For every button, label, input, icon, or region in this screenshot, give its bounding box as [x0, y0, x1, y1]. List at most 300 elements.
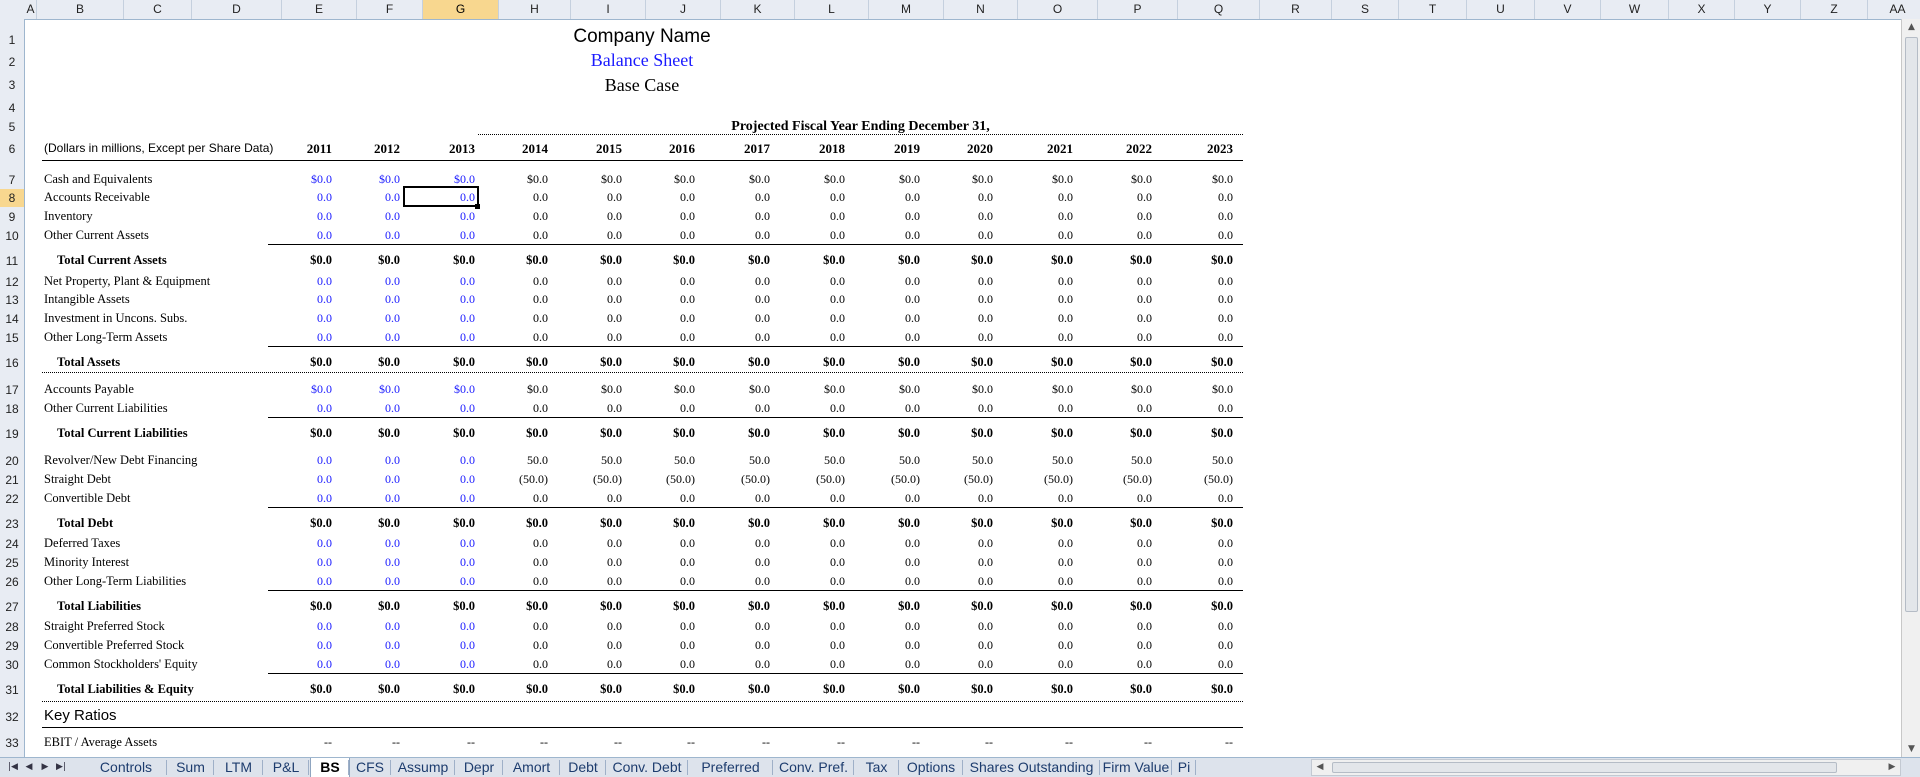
row-header-32[interactable]: 32 [0, 705, 25, 729]
cell-29-2019[interactable]: 0.0 [905, 638, 920, 652]
cell-8-2019[interactable]: 0.0 [905, 190, 920, 204]
cell-19-2021[interactable]: $0.0 [1051, 426, 1073, 440]
cell-26-2022[interactable]: 0.0 [1137, 574, 1152, 588]
cell-33-2011[interactable]: -- [324, 735, 332, 749]
cell-16-2018[interactable]: $0.0 [823, 355, 845, 369]
cell-24-2019[interactable]: 0.0 [905, 536, 920, 550]
cell-28-2023[interactable]: 0.0 [1218, 619, 1233, 633]
cell-7-2021[interactable]: $0.0 [1052, 172, 1073, 186]
row-label-25[interactable]: Minority Interest [44, 555, 130, 569]
projected-label[interactable]: Projected Fiscal Year Ending December 31, [731, 119, 990, 134]
cell-24-2014[interactable]: 0.0 [533, 536, 548, 550]
cell-22-2022[interactable]: 0.0 [1137, 491, 1152, 505]
cell-22-2014[interactable]: 0.0 [533, 491, 548, 505]
cell-10-2014[interactable]: 0.0 [533, 228, 548, 242]
cell-14-2013[interactable]: 0.0 [460, 311, 475, 325]
cell-13-2020[interactable]: 0.0 [978, 292, 993, 306]
cell-23-2019[interactable]: $0.0 [898, 516, 920, 530]
cell-23-2020[interactable]: $0.0 [971, 516, 993, 530]
sheet-tab-sum[interactable]: Sum [176, 759, 205, 775]
cell-30-2012[interactable]: 0.0 [385, 657, 400, 671]
cell-9-2015[interactable]: 0.0 [607, 209, 622, 223]
row-header-2[interactable]: 2 [0, 50, 25, 74]
cell-17-2011[interactable]: $0.0 [311, 382, 332, 396]
cell-19-2023[interactable]: $0.0 [1211, 426, 1233, 440]
scroll-left-icon[interactable]: ◀ [1316, 762, 1324, 772]
cell-13-2011[interactable]: 0.0 [317, 292, 332, 306]
cell-13-2022[interactable]: 0.0 [1137, 292, 1152, 306]
cell-9-2011[interactable]: 0.0 [317, 209, 332, 223]
cell-14-2022[interactable]: 0.0 [1137, 311, 1152, 325]
cell-27-2011[interactable]: $0.0 [310, 599, 332, 613]
row-header-23[interactable]: 23 [0, 509, 25, 539]
cell-17-2016[interactable]: $0.0 [674, 382, 695, 396]
cell-29-2013[interactable]: 0.0 [460, 638, 475, 652]
cell-29-2018[interactable]: 0.0 [830, 638, 845, 652]
cell-23-2014[interactable]: $0.0 [526, 516, 548, 530]
cell-31-2018[interactable]: $0.0 [823, 682, 845, 696]
cell-28-2012[interactable]: 0.0 [385, 619, 400, 633]
row-label-15[interactable]: Other Long-Term Assets [44, 330, 168, 344]
cell-24-2012[interactable]: 0.0 [385, 536, 400, 550]
cell-27-2021[interactable]: $0.0 [1051, 599, 1073, 613]
cell-11-2019[interactable]: $0.0 [898, 253, 920, 267]
cell-25-2019[interactable]: 0.0 [905, 555, 920, 569]
cell-11-2017[interactable]: $0.0 [748, 253, 770, 267]
cell-22-2021[interactable]: 0.0 [1058, 491, 1073, 505]
cell-24-2018[interactable]: 0.0 [830, 536, 845, 550]
cell-14-2015[interactable]: 0.0 [607, 311, 622, 325]
cell-18-2018[interactable]: 0.0 [830, 401, 845, 415]
cell-28-2020[interactable]: 0.0 [978, 619, 993, 633]
sheet-tab-shares-outstanding[interactable]: Shares Outstanding [969, 759, 1094, 775]
cell-24-2017[interactable]: 0.0 [755, 536, 770, 550]
sheet-tab-bs[interactable]: BS [310, 758, 350, 777]
year-header-2014[interactable]: 2014 [522, 141, 548, 156]
cell-21-2014[interactable]: (50.0) [519, 472, 548, 486]
cell-28-2011[interactable]: 0.0 [317, 619, 332, 633]
cell-29-2022[interactable]: 0.0 [1137, 638, 1152, 652]
row-header-33[interactable]: 33 [0, 732, 25, 754]
cell-28-2021[interactable]: 0.0 [1058, 619, 1073, 633]
cell-29-2015[interactable]: 0.0 [607, 638, 622, 652]
cell-17-2013[interactable]: $0.0 [454, 382, 475, 396]
cell-25-2022[interactable]: 0.0 [1137, 555, 1152, 569]
sheet-tab-tax[interactable]: Tax [865, 759, 888, 775]
cell-19-2013[interactable]: $0.0 [453, 426, 475, 440]
column-header-y[interactable]: Y [1735, 0, 1801, 19]
row-label-24[interactable]: Deferred Taxes [44, 536, 121, 550]
cell-17-2015[interactable]: $0.0 [601, 382, 622, 396]
cell-22-2023[interactable]: 0.0 [1218, 491, 1233, 505]
cell-10-2021[interactable]: 0.0 [1058, 228, 1073, 242]
cell-9-2021[interactable]: 0.0 [1058, 209, 1073, 223]
cell-10-2018[interactable]: 0.0 [830, 228, 845, 242]
cell-20-2013[interactable]: 0.0 [460, 453, 475, 467]
cell-29-2020[interactable]: 0.0 [978, 638, 993, 652]
row-header-1[interactable]: 1 [0, 28, 25, 52]
row-header-7[interactable]: 7 [0, 170, 25, 190]
cell-23-2022[interactable]: $0.0 [1130, 516, 1152, 530]
row-header-25[interactable]: 25 [0, 554, 25, 572]
sheet-tab-cfs[interactable]: CFS [356, 759, 384, 775]
row-header-24[interactable]: 24 [0, 534, 25, 554]
column-header-i[interactable]: I [571, 0, 646, 19]
row-header-16[interactable]: 16 [0, 348, 25, 378]
fill-handle[interactable] [475, 204, 480, 209]
cell-26-2023[interactable]: 0.0 [1218, 574, 1233, 588]
cell-27-2019[interactable]: $0.0 [898, 599, 920, 613]
column-header-h[interactable]: H [499, 0, 571, 19]
cell-25-2012[interactable]: 0.0 [385, 555, 400, 569]
cell-11-2013[interactable]: $0.0 [453, 253, 475, 267]
cell-13-2014[interactable]: 0.0 [533, 292, 548, 306]
row-header-11[interactable]: 11 [0, 246, 25, 276]
cell-11-2023[interactable]: $0.0 [1211, 253, 1233, 267]
row-label-26[interactable]: Other Long-Term Liabilities [44, 574, 187, 588]
column-header-l[interactable]: L [795, 0, 869, 19]
sheet-tab-ltm[interactable]: LTM [225, 759, 252, 775]
cell-14-2021[interactable]: 0.0 [1058, 311, 1073, 325]
cell-7-2014[interactable]: $0.0 [527, 172, 548, 186]
cell-15-2012[interactable]: 0.0 [385, 330, 400, 344]
cell-11-2016[interactable]: $0.0 [673, 253, 695, 267]
sheet-tab-conv-debt[interactable]: Conv. Debt [612, 759, 682, 775]
cell-14-2016[interactable]: 0.0 [680, 311, 695, 325]
cell-29-2011[interactable]: 0.0 [317, 638, 332, 652]
cell-23-2013[interactable]: $0.0 [453, 516, 475, 530]
cell-27-2015[interactable]: $0.0 [600, 599, 622, 613]
row-label-10[interactable]: Other Current Assets [44, 228, 149, 242]
cell-30-2017[interactable]: 0.0 [755, 657, 770, 671]
row-label-31[interactable]: Total Liabilities & Equity [57, 682, 194, 696]
cell-33-2016[interactable]: -- [687, 735, 695, 749]
cell-11-2011[interactable]: $0.0 [310, 253, 332, 267]
column-header-x[interactable]: X [1669, 0, 1735, 19]
cell-19-2011[interactable]: $0.0 [310, 426, 332, 440]
sheet-tab-p-l[interactable]: P&L [272, 759, 300, 775]
cell-15-2013[interactable]: 0.0 [460, 330, 475, 344]
cell-15-2022[interactable]: 0.0 [1137, 330, 1152, 344]
cell-15-2019[interactable]: 0.0 [905, 330, 920, 344]
cell-14-2018[interactable]: 0.0 [830, 311, 845, 325]
cell-33-2015[interactable]: -- [614, 735, 622, 749]
vertical-scroll-thumb[interactable] [1905, 37, 1918, 612]
cell-9-2020[interactable]: 0.0 [978, 209, 993, 223]
cell-26-2012[interactable]: 0.0 [385, 574, 400, 588]
scroll-right-icon[interactable]: ▶ [1888, 762, 1896, 772]
row-label-23[interactable]: Total Debt [57, 516, 114, 530]
cell-12-2021[interactable]: 0.0 [1058, 274, 1073, 288]
cell-25-2013[interactable]: 0.0 [460, 555, 475, 569]
sheet-tab-depr[interactable]: Depr [463, 759, 495, 775]
cell-25-2018[interactable]: 0.0 [830, 555, 845, 569]
cell-17-2018[interactable]: $0.0 [824, 382, 845, 396]
cell-10-2020[interactable]: 0.0 [978, 228, 993, 242]
cell-12-2020[interactable]: 0.0 [978, 274, 993, 288]
cell-20-2018[interactable]: 50.0 [824, 453, 845, 467]
cell-26-2011[interactable]: 0.0 [317, 574, 332, 588]
cell-9-2019[interactable]: 0.0 [905, 209, 920, 223]
cell-9-2023[interactable]: 0.0 [1218, 209, 1233, 223]
cell-23-2015[interactable]: $0.0 [600, 516, 622, 530]
cell-9-2016[interactable]: 0.0 [680, 209, 695, 223]
column-header-w[interactable]: W [1601, 0, 1669, 19]
row-header-13[interactable]: 13 [0, 290, 25, 310]
cell-21-2020[interactable]: (50.0) [964, 472, 993, 486]
cell-10-2022[interactable]: 0.0 [1137, 228, 1152, 242]
cell-20-2014[interactable]: 50.0 [527, 453, 548, 467]
cell-31-2014[interactable]: $0.0 [526, 682, 548, 696]
cell-33-2017[interactable]: -- [762, 735, 770, 749]
cell-23-2012[interactable]: $0.0 [378, 516, 400, 530]
sheet-tab-pi[interactable]: Pi [1177, 759, 1191, 775]
cell-14-2019[interactable]: 0.0 [905, 311, 920, 325]
row-label-9[interactable]: Inventory [44, 209, 93, 223]
cell-18-2016[interactable]: 0.0 [680, 401, 695, 415]
cell-22-2020[interactable]: 0.0 [978, 491, 993, 505]
cell-27-2014[interactable]: $0.0 [526, 599, 548, 613]
cell-13-2016[interactable]: 0.0 [680, 292, 695, 306]
cell-9-2014[interactable]: 0.0 [533, 209, 548, 223]
cell-13-2012[interactable]: 0.0 [385, 292, 400, 306]
next-sheet-icon[interactable]: ▶ [41, 762, 49, 772]
cell-18-2020[interactable]: 0.0 [978, 401, 993, 415]
cell-26-2016[interactable]: 0.0 [680, 574, 695, 588]
first-sheet-icon[interactable]: |◀ [8, 762, 18, 772]
cell-15-2020[interactable]: 0.0 [978, 330, 993, 344]
cell-22-2019[interactable]: 0.0 [905, 491, 920, 505]
cell-10-2013[interactable]: 0.0 [460, 228, 475, 242]
cell-14-2023[interactable]: 0.0 [1218, 311, 1233, 325]
cell-31-2017[interactable]: $0.0 [748, 682, 770, 696]
year-header-2012[interactable]: 2012 [374, 141, 400, 156]
row-header-28[interactable]: 28 [0, 618, 25, 636]
cell-20-2023[interactable]: 50.0 [1212, 453, 1233, 467]
cell-30-2021[interactable]: 0.0 [1058, 657, 1073, 671]
cell-25-2021[interactable]: 0.0 [1058, 555, 1073, 569]
cell-20-2020[interactable]: 50.0 [972, 453, 993, 467]
cell-11-2012[interactable]: $0.0 [378, 253, 400, 267]
cell-28-2018[interactable]: 0.0 [830, 619, 845, 633]
cell-21-2015[interactable]: (50.0) [593, 472, 622, 486]
cell-25-2015[interactable]: 0.0 [607, 555, 622, 569]
row-header-26[interactable]: 26 [0, 572, 25, 592]
row-label-20[interactable]: Revolver/New Debt Financing [44, 453, 198, 467]
cell-22-2012[interactable]: 0.0 [385, 491, 400, 505]
cell-28-2017[interactable]: 0.0 [755, 619, 770, 633]
cell-7-2016[interactable]: $0.0 [674, 172, 695, 186]
cell-29-2014[interactable]: 0.0 [533, 638, 548, 652]
cell-14-2020[interactable]: 0.0 [978, 311, 993, 325]
cell-26-2014[interactable]: 0.0 [533, 574, 548, 588]
cell-30-2019[interactable]: 0.0 [905, 657, 920, 671]
cell-12-2017[interactable]: 0.0 [755, 274, 770, 288]
cell-27-2020[interactable]: $0.0 [971, 599, 993, 613]
cell-10-2023[interactable]: 0.0 [1218, 228, 1233, 242]
row-header-17[interactable]: 17 [0, 379, 25, 401]
cell-24-2023[interactable]: 0.0 [1218, 536, 1233, 550]
cell-16-2020[interactable]: $0.0 [971, 355, 993, 369]
cell-15-2021[interactable]: 0.0 [1058, 330, 1073, 344]
cell-7-2012[interactable]: $0.0 [379, 172, 400, 186]
cell-15-2015[interactable]: 0.0 [607, 330, 622, 344]
cell-12-2014[interactable]: 0.0 [533, 274, 548, 288]
row-label-16[interactable]: Total Assets [57, 355, 121, 369]
row-header-4[interactable]: 4 [0, 97, 25, 119]
cell-15-2023[interactable]: 0.0 [1218, 330, 1233, 344]
cell-24-2020[interactable]: 0.0 [978, 536, 993, 550]
sheet-tab-amort[interactable]: Amort [512, 759, 551, 775]
cell-12-2013[interactable]: 0.0 [460, 274, 475, 288]
cell-23-2011[interactable]: $0.0 [310, 516, 332, 530]
cell-22-2016[interactable]: 0.0 [680, 491, 695, 505]
cell-17-2014[interactable]: $0.0 [527, 382, 548, 396]
cell-7-2023[interactable]: $0.0 [1212, 172, 1233, 186]
column-header-u[interactable]: U [1467, 0, 1535, 19]
cell-17-2021[interactable]: $0.0 [1052, 382, 1073, 396]
row-label-18[interactable]: Other Current Liabilities [44, 401, 168, 415]
column-header-m[interactable]: M [869, 0, 944, 19]
cell-29-2023[interactable]: 0.0 [1218, 638, 1233, 652]
cell-28-2013[interactable]: 0.0 [460, 619, 475, 633]
cell-22-2015[interactable]: 0.0 [607, 491, 622, 505]
cell-12-2018[interactable]: 0.0 [830, 274, 845, 288]
year-header-2019[interactable]: 2019 [894, 141, 920, 156]
cell-17-2022[interactable]: $0.0 [1131, 382, 1152, 396]
row-label-11[interactable]: Total Current Assets [57, 253, 167, 267]
cell-8-2022[interactable]: 0.0 [1137, 190, 1152, 204]
cell-16-2017[interactable]: $0.0 [748, 355, 770, 369]
row-header-22[interactable]: 22 [0, 489, 25, 509]
cell-25-2011[interactable]: 0.0 [317, 555, 332, 569]
horizontal-scrollbar[interactable] [1311, 759, 1901, 776]
row-header-9[interactable]: 9 [0, 207, 25, 227]
cell-8-2014[interactable]: 0.0 [533, 190, 548, 204]
sheet-tab-debt[interactable]: Debt [568, 759, 598, 775]
row-label-19[interactable]: Total Current Liabilities [57, 426, 188, 440]
cell-8-2020[interactable]: 0.0 [978, 190, 993, 204]
cell-15-2011[interactable]: 0.0 [317, 330, 332, 344]
cell-10-2017[interactable]: 0.0 [755, 228, 770, 242]
cell-9-2018[interactable]: 0.0 [830, 209, 845, 223]
cell-12-2016[interactable]: 0.0 [680, 274, 695, 288]
cell-25-2016[interactable]: 0.0 [680, 555, 695, 569]
row-label-14[interactable]: Investment in Uncons. Subs. [44, 311, 188, 325]
cell-24-2015[interactable]: 0.0 [607, 536, 622, 550]
cell-9-2013[interactable]: 0.0 [460, 209, 475, 223]
cell-33-2023[interactable]: -- [1225, 735, 1233, 749]
cell-8-2017[interactable]: 0.0 [755, 190, 770, 204]
cell-12-2023[interactable]: 0.0 [1218, 274, 1233, 288]
row-label-28[interactable]: Straight Preferred Stock [44, 619, 165, 633]
column-header-r[interactable]: R [1260, 0, 1332, 19]
cell-26-2018[interactable]: 0.0 [830, 574, 845, 588]
horizontal-scroll-thumb[interactable] [1332, 762, 1837, 773]
row-header-29[interactable]: 29 [0, 636, 25, 656]
cell-10-2015[interactable]: 0.0 [607, 228, 622, 242]
cell-20-2017[interactable]: 50.0 [749, 453, 770, 467]
cell-27-2022[interactable]: $0.0 [1130, 599, 1152, 613]
cell-11-2020[interactable]: $0.0 [971, 253, 993, 267]
cell-18-2019[interactable]: 0.0 [905, 401, 920, 415]
cell-20-2015[interactable]: 50.0 [601, 453, 622, 467]
cell-26-2021[interactable]: 0.0 [1058, 574, 1073, 588]
cell-21-2019[interactable]: (50.0) [891, 472, 920, 486]
cell-20-2016[interactable]: 50.0 [674, 453, 695, 467]
cell-18-2013[interactable]: 0.0 [460, 401, 475, 415]
cell-8-2011[interactable]: 0.0 [317, 190, 332, 204]
cell-15-2018[interactable]: 0.0 [830, 330, 845, 344]
cell-18-2021[interactable]: 0.0 [1058, 401, 1073, 415]
cell-22-2018[interactable]: 0.0 [830, 491, 845, 505]
cell-31-2012[interactable]: $0.0 [378, 682, 400, 696]
row-label-7[interactable]: Cash and Equivalents [44, 172, 153, 186]
cell-13-2017[interactable]: 0.0 [755, 292, 770, 306]
sheet-tab-preferred[interactable]: Preferred [701, 759, 760, 775]
cell-19-2017[interactable]: $0.0 [748, 426, 770, 440]
cell-23-2023[interactable]: $0.0 [1211, 516, 1233, 530]
column-header-n[interactable]: N [944, 0, 1018, 19]
cell-33-2021[interactable]: -- [1065, 735, 1073, 749]
column-header-e[interactable]: E [282, 0, 357, 19]
column-header-j[interactable]: J [646, 0, 721, 19]
sheet-tab-controls[interactable]: Controls [99, 759, 153, 775]
cell-16-2019[interactable]: $0.0 [898, 355, 920, 369]
row-label-30[interactable]: Common Stockholders' Equity [44, 657, 198, 671]
cell-33-2020[interactable]: -- [985, 735, 993, 749]
row-header-12[interactable]: 12 [0, 273, 25, 291]
cell-30-2018[interactable]: 0.0 [830, 657, 845, 671]
cell-25-2023[interactable]: 0.0 [1218, 555, 1233, 569]
cell-20-2019[interactable]: 50.0 [899, 453, 920, 467]
row-header-14[interactable]: 14 [0, 310, 25, 328]
cell-28-2014[interactable]: 0.0 [533, 619, 548, 633]
cell-16-2023[interactable]: $0.0 [1211, 355, 1233, 369]
cell-30-2016[interactable]: 0.0 [680, 657, 695, 671]
row-label-29[interactable]: Convertible Preferred Stock [44, 638, 185, 652]
row-header-21[interactable]: 21 [0, 471, 25, 489]
cell-7-2017[interactable]: $0.0 [749, 172, 770, 186]
cell-22-2011[interactable]: 0.0 [317, 491, 332, 505]
cell-21-2022[interactable]: (50.0) [1123, 472, 1152, 486]
cell-31-2023[interactable]: $0.0 [1211, 682, 1233, 696]
cell-18-2022[interactable]: 0.0 [1137, 401, 1152, 415]
sheet-tab-assump[interactable]: Assump [397, 759, 449, 775]
year-header-2018[interactable]: 2018 [819, 141, 845, 156]
cell-30-2022[interactable]: 0.0 [1137, 657, 1152, 671]
cell-22-2017[interactable]: 0.0 [755, 491, 770, 505]
cell-31-2022[interactable]: $0.0 [1130, 682, 1152, 696]
cell-28-2016[interactable]: 0.0 [680, 619, 695, 633]
cell-16-2011[interactable]: $0.0 [310, 355, 332, 369]
cell-25-2014[interactable]: 0.0 [533, 555, 548, 569]
cell-19-2020[interactable]: $0.0 [971, 426, 993, 440]
cell-8-2023[interactable]: 0.0 [1218, 190, 1233, 204]
cell-18-2023[interactable]: 0.0 [1218, 401, 1233, 415]
cell-17-2020[interactable]: $0.0 [972, 382, 993, 396]
cell-21-2021[interactable]: (50.0) [1044, 472, 1073, 486]
cell-9-2017[interactable]: 0.0 [755, 209, 770, 223]
cell-28-2019[interactable]: 0.0 [905, 619, 920, 633]
cell-18-2015[interactable]: 0.0 [607, 401, 622, 415]
cell-21-2012[interactable]: 0.0 [385, 472, 400, 486]
cell-21-2023[interactable]: (50.0) [1204, 472, 1233, 486]
cell-17-2012[interactable]: $0.0 [379, 382, 400, 396]
cell-12-2015[interactable]: 0.0 [607, 274, 622, 288]
cell-11-2018[interactable]: $0.0 [823, 253, 845, 267]
cell-33-2012[interactable]: -- [392, 735, 400, 749]
